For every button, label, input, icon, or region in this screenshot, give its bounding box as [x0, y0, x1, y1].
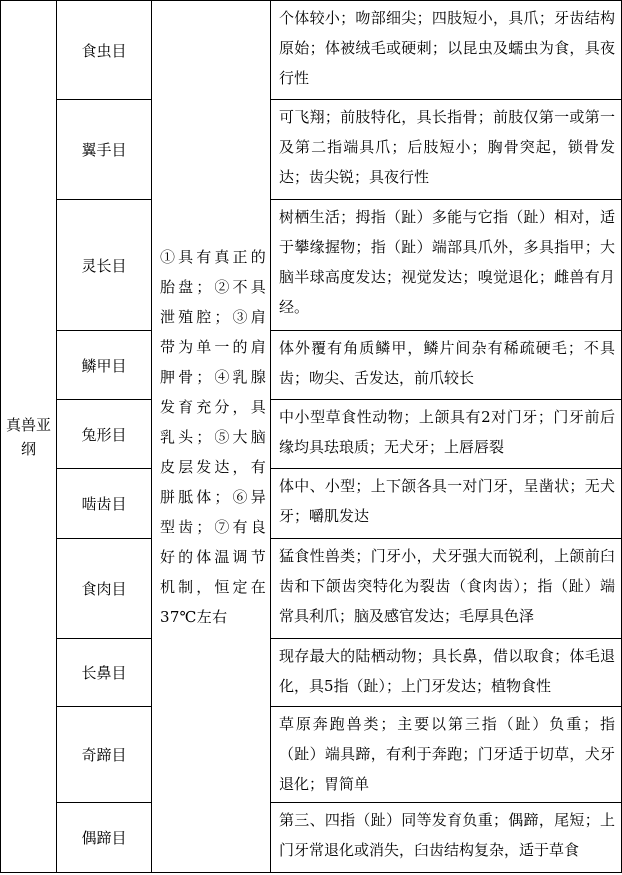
order-name: 兔形目: [57, 400, 152, 469]
order-name: 食肉目: [57, 539, 152, 639]
table-row: [1, 400, 622, 469]
table-row: [1, 707, 622, 803]
subclass-cell: 真兽亚纲: [1, 1, 57, 873]
order-features: 中小型草食性动物；上颌具有2对门牙；门牙前后缘均具珐琅质；无犬牙；上唇唇裂: [271, 400, 622, 469]
order-name: 鳞甲目: [57, 331, 152, 400]
order-features: 猛食性兽类；门牙小，犬牙强大而锐利，上颌前臼齿和下颌齿突特化为裂齿（食肉齿）；指（趾）端常具利爪；脑及感官发达；毛厚具色泽: [271, 539, 622, 639]
table-row: [1, 200, 622, 331]
order-name: 奇蹄目: [57, 707, 152, 803]
table-row: [1, 639, 622, 707]
order-features: 树栖生活；拇指（趾）多能与它指（趾）相对，适于攀缘握物；指（趾）端部具爪外，多具指甲；大脑半球高度发达；视觉发达；嗅觉退化；雌兽有月经。: [271, 200, 622, 331]
order-name: 偶蹄目: [57, 803, 152, 873]
order-features: 草原奔跑兽类；主要以第三指（趾）负重；指（趾）端具蹄，有利于奔跑；门牙适于切草，犬牙退化；胃简单: [271, 707, 622, 803]
order-features: 体外覆有角质鳞甲，鳞片间杂有稀疏硬毛；不具齿；吻尖、舌发达，前爪较长: [271, 331, 622, 400]
order-features: 可飞翔；前肢特化，具长指骨；前肢仅第一或第一及第二指端具爪；后肢短小；胸骨突起，锁骨发达；齿尖锐；具夜行性: [271, 100, 622, 200]
order-name: 长鼻目: [57, 639, 152, 707]
order-features: 现存最大的陆栖动物；具长鼻，借以取食；体毛退化，具5指（趾）；上门牙发达；植物食性: [271, 639, 622, 707]
table-row: [1, 1, 622, 100]
order-name: 食虫目: [57, 1, 152, 100]
order-name: 翼手目: [57, 100, 152, 200]
table-row: [1, 803, 622, 873]
order-features: 体中、小型；上下颌各具一对门牙，呈凿状；无犬牙；嚼肌发达: [271, 469, 622, 539]
common-features-cell: ①具有真正的胎盘；②不具泄殖腔；③肩带为单一的肩胛骨；④乳腺发育充分，具乳头；⑤大脑皮层发达，有胼胝体；⑥异型齿；⑦有良好的体温调节机制，恒定在37℃左右: [152, 1, 271, 873]
table-row: [1, 100, 622, 200]
table-row: [1, 539, 622, 639]
order-features: 个体较小；吻部细尖；四肢短小，具爪；牙齿结构原始；体被绒毛或硬刺；以昆虫及蠕虫为食，具夜行性: [271, 1, 622, 100]
table-row: [1, 469, 622, 539]
table-row: [1, 331, 622, 400]
order-name: 灵长目: [57, 200, 152, 331]
order-features: 第三、四指（趾）同等发育负重；偶蹄，尾短；上门牙常退化或消失，臼齿结构复杂，适于草食: [271, 803, 622, 873]
order-name: 啮齿目: [57, 469, 152, 539]
